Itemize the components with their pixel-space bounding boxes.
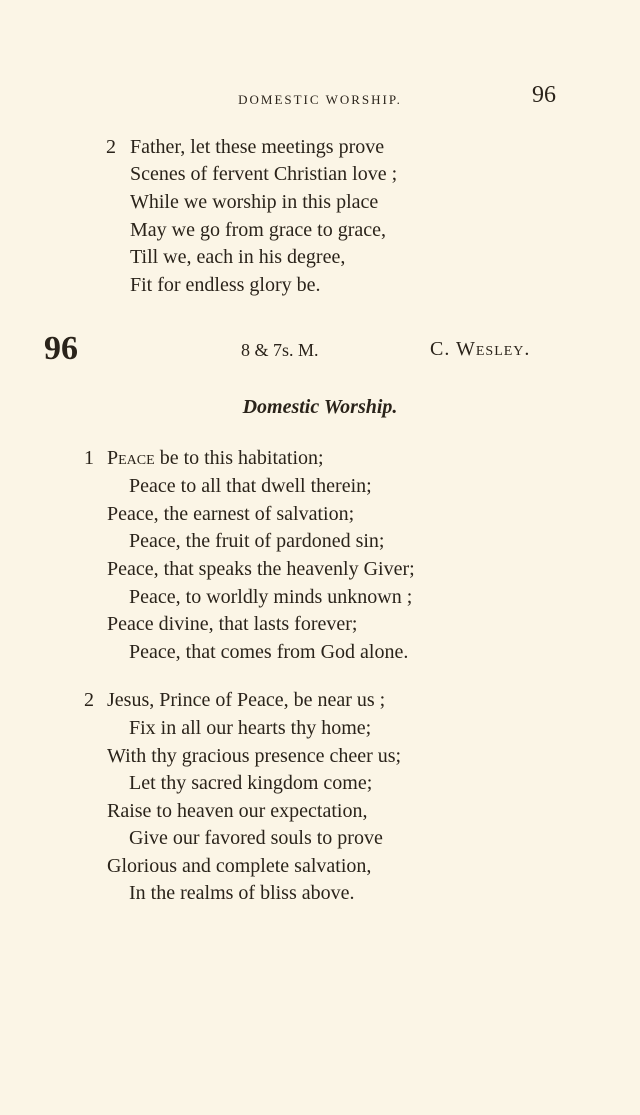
verse-line: Peace divine, that lasts forever; — [107, 613, 358, 635]
verse-line: Peace, the fruit of pardoned sin; — [129, 530, 385, 552]
hymn-meter: 8 & 7s. M. — [241, 340, 319, 360]
verse-line: Peace, to worldly minds unknown ; — [129, 586, 413, 608]
verse-line: Peace to all that dwell therein; — [129, 475, 372, 497]
verse-line: Let thy sacred kingdom come; — [129, 772, 373, 794]
verse-line: While we worship in this place — [130, 191, 379, 213]
hymn-number: 96 — [44, 330, 78, 367]
hymn-author: C. Wesley. — [430, 338, 531, 360]
verse-line: In the realms of bliss above. — [129, 882, 355, 904]
verse-line: With thy gracious presence cheer us; — [107, 745, 402, 767]
verse-line: Raise to heaven our expectation, — [107, 800, 368, 822]
verse-line: Fix in all our hearts thy home; — [129, 717, 372, 739]
verse-line: Peace, that comes from God alone. — [129, 641, 409, 663]
verse-line: Father, let these meetings prove — [130, 136, 385, 158]
verse-line: Glorious and complete salvation, — [107, 855, 372, 877]
page-number: 96 — [532, 82, 556, 108]
verse-line: Till we, each in his degree, — [130, 246, 346, 268]
first-word: Peace — [107, 447, 155, 469]
verse-line: Fit for endless glory be. — [130, 274, 321, 296]
stanza-number: 2 — [84, 689, 94, 711]
verse-line: Peace, that speaks the heavenly Giver; — [107, 558, 415, 580]
verse-line: Peace, the earnest of salvation; — [107, 503, 355, 525]
stanza-number: 1 — [84, 447, 94, 469]
hymn-title: Domestic Worship. — [242, 396, 398, 418]
verse-line: May we go from grace to grace, — [130, 219, 386, 241]
verse-line: Give our favored souls to prove — [129, 827, 383, 849]
verse-line — [107, 447, 324, 470]
stanza-number: 2 — [106, 136, 116, 158]
running-head: DOMESTIC WORSHIP. — [238, 92, 402, 107]
verse-line-rest: be to this habitation; — [154, 447, 324, 469]
verse-line: Scenes of fervent Christian love ; — [130, 163, 398, 185]
verse-line: Jesus, Prince of Peace, be near us ; — [107, 689, 386, 711]
